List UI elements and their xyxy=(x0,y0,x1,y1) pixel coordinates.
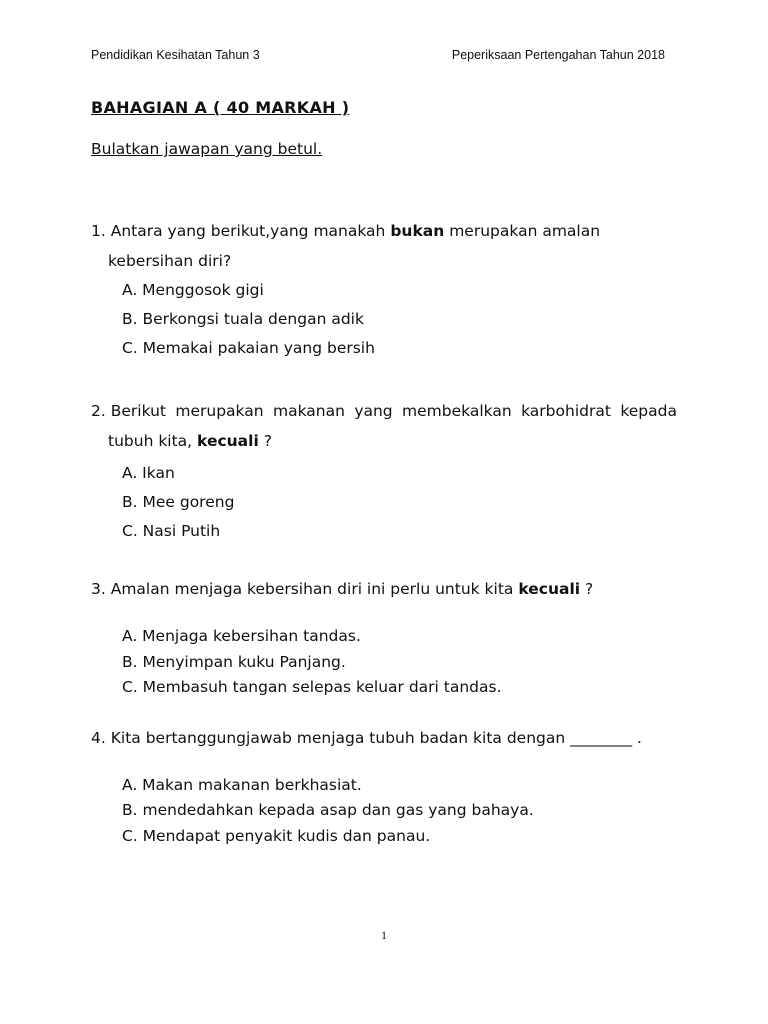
instruction: Bulatkan jawapan yang betul. xyxy=(91,140,323,158)
question-emphasis: bukan xyxy=(390,222,445,240)
option-2c[interactable]: C. Nasi Putih xyxy=(122,522,221,540)
question-emphasis: kecuali xyxy=(518,580,581,598)
question-word: kepada xyxy=(620,402,677,420)
option-3c[interactable]: C. Membasuh tangan selepas keluar dari tandas. xyxy=(122,678,502,696)
option-4b[interactable]: B. mendedahkan kepada asap dan gas yang bahaya. xyxy=(122,801,534,819)
option-4a[interactable]: A. Makan makanan berkhasiat. xyxy=(122,776,362,794)
question-word: Berikut xyxy=(110,402,166,420)
header-exam: Peperiksaan Pertengahan Tahun 2018 xyxy=(451,48,665,62)
section-title: BAHAGIAN A ( 40 MARKAH ) xyxy=(91,98,350,117)
option-1a[interactable]: A. Menggosok gigi xyxy=(122,281,264,299)
question-text: ? xyxy=(263,432,272,450)
question-number: 1. xyxy=(91,222,106,240)
question-number: 3. xyxy=(91,580,106,598)
page-number: 1 xyxy=(381,928,387,942)
question-word: merupakan xyxy=(175,402,264,420)
question-word: yang xyxy=(354,402,393,420)
option-3a[interactable]: A. Menjaga kebersihan tandas. xyxy=(122,627,361,645)
question-text: ? xyxy=(585,580,594,598)
option-2b[interactable]: B. Mee goreng xyxy=(122,493,235,511)
question-2 xyxy=(91,402,677,420)
question-text: Amalan menjaga kebersihan diri ini perlu untuk kita xyxy=(110,580,514,598)
question-text: Kita bertanggungjawab menjaga tubuh badan kita dengan ________ . xyxy=(110,729,642,747)
question-1 xyxy=(91,222,600,240)
question-emphasis: kecuali xyxy=(197,432,259,450)
option-2a[interactable]: A. Ikan xyxy=(122,464,175,482)
question-1-continuation: kebersihan diri? xyxy=(108,252,232,270)
question-text: Antara yang berikut,yang manakah xyxy=(110,222,386,240)
option-4c[interactable]: C. Mendapat penyakit kudis dan panau. xyxy=(122,827,431,845)
question-word: makanan xyxy=(272,402,345,420)
option-3b[interactable]: B. Menyimpan kuku Panjang. xyxy=(122,653,346,671)
question-2-continuation xyxy=(108,432,272,450)
option-1b[interactable]: B. Berkongsi tuala dengan adik xyxy=(122,310,364,328)
question-number: 2. xyxy=(91,402,106,420)
question-word: karbohidrat xyxy=(521,402,611,420)
question-text: tubuh kita, xyxy=(108,432,193,450)
question-4 xyxy=(91,729,642,747)
header-subject: Pendidikan Kesihatan Tahun 3 xyxy=(91,48,260,62)
option-1c[interactable]: C. Memakai pakaian yang bersih xyxy=(122,339,375,357)
question-3 xyxy=(91,580,593,598)
question-word: membekalkan xyxy=(402,402,512,420)
question-number: 4. xyxy=(91,729,106,747)
question-text: merupakan amalan xyxy=(449,222,601,240)
